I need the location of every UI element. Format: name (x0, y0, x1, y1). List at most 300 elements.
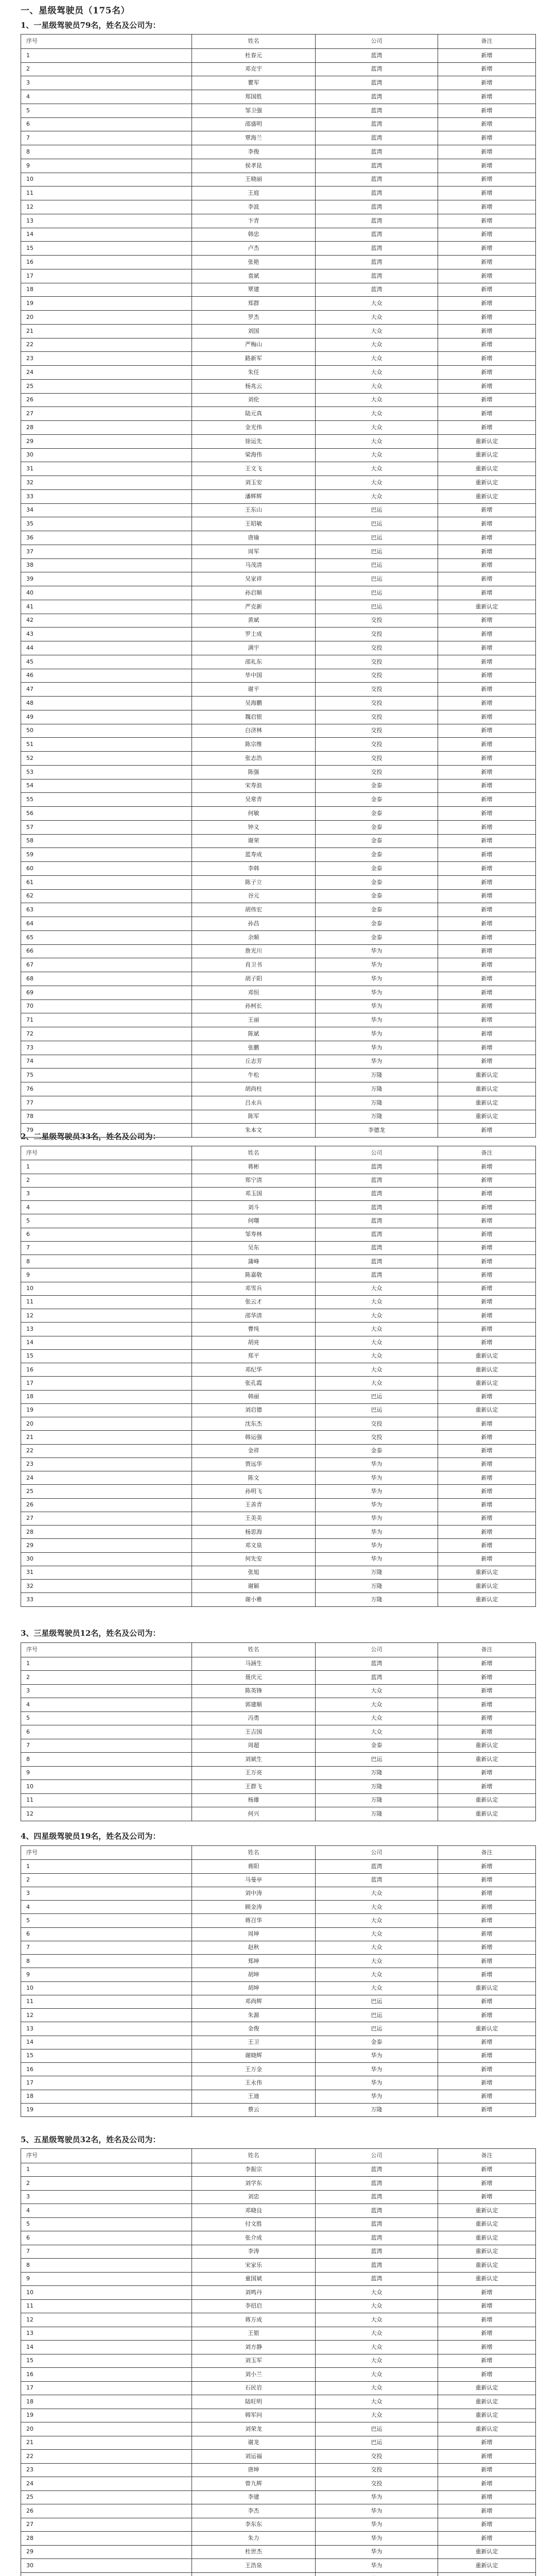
cell-company: 大众 (316, 1711, 438, 1725)
cell-seq: 7 (21, 131, 192, 145)
table-row (21, 1657, 536, 1671)
cell-company: 交投 (316, 1417, 438, 1431)
cell-note: 新增 (438, 1214, 536, 1228)
cell-note: 新增 (438, 1255, 536, 1268)
table-row (21, 1498, 536, 1512)
cell-note: 新增 (438, 76, 536, 90)
cell-seq: 12 (21, 2313, 192, 2327)
cell-note: 重新认定 (438, 2245, 536, 2259)
cell-note: 新增 (438, 1860, 536, 1873)
cell-seq: 21 (21, 1431, 192, 1444)
cell-company: 大众 (316, 1309, 438, 1323)
table-row (21, 1160, 536, 1174)
cell-company: 蓝湾 (316, 283, 438, 297)
table-row (21, 283, 536, 297)
cell-note: 重新认定 (438, 2204, 536, 2218)
cell-name: 李建 (192, 2490, 316, 2504)
table-row (21, 2341, 536, 2354)
cell-name: 王群飞 (192, 1780, 316, 1794)
column-header-note: 备注 (438, 35, 536, 49)
cell-note: 新增 (438, 2490, 536, 2504)
cell-seq: 8 (21, 2259, 192, 2273)
cell-company: 金泰 (316, 2036, 438, 2049)
cell-name: 孙启顺 (192, 586, 316, 600)
cell-name: 牛松 (192, 1069, 316, 1082)
cell-note: 新增 (438, 256, 536, 269)
table-row (21, 242, 536, 256)
cell-company: 万隆 (316, 1110, 438, 1124)
cell-note: 新增 (438, 1901, 536, 1914)
cell-note: 重新认定 (438, 2545, 536, 2559)
cell-seq: 5 (21, 1914, 192, 1927)
cell-note: 重新认定 (438, 1096, 536, 1110)
cell-company: 万隆 (316, 1566, 438, 1579)
cell-note: 新增 (438, 1471, 536, 1485)
cell-seq: 25 (21, 2490, 192, 2504)
cell-seq: 4 (21, 1201, 192, 1214)
table-row (21, 2049, 536, 2062)
cell-name: 刘方静 (192, 2341, 316, 2354)
cell-company: 大众 (316, 297, 438, 311)
cell-seq: 33 (21, 1593, 192, 1606)
cell-name: 吴家祥 (192, 572, 316, 586)
cell-note: 重新认定 (438, 1082, 536, 1096)
cell-name: 陈英锋 (192, 1684, 316, 1698)
cell-company: 交投 (316, 641, 438, 655)
table-row (21, 1041, 536, 1055)
cell-name: 邓尚辉 (192, 1995, 316, 2008)
cell-company: 大众 (316, 1887, 438, 1900)
table-row (21, 999, 536, 1013)
cell-seq: 28 (21, 421, 192, 435)
cell-seq: 22 (21, 2450, 192, 2464)
cell-note: 新增 (438, 669, 536, 683)
table-row (21, 697, 536, 710)
cell-name: 王东山 (192, 503, 316, 517)
cell-company: 大众 (316, 1725, 438, 1739)
cell-note: 重新认定 (438, 2395, 536, 2409)
cell-seq: 27 (21, 1512, 192, 1525)
cell-note: 重新认定 (438, 434, 536, 448)
cell-seq: 9 (21, 1968, 192, 1981)
table-row (21, 2286, 536, 2300)
cell-name: 马曼亭 (192, 1873, 316, 1887)
cell-note: 新增 (438, 297, 536, 311)
cell-name: 潘辉辉 (192, 489, 316, 503)
cell-note: 新增 (438, 2063, 536, 2076)
cell-seq: 26 (21, 2504, 192, 2518)
cell-seq: 2 (21, 62, 192, 76)
cell-seq: 4 (21, 90, 192, 104)
table-header-row (21, 1846, 536, 1860)
cell-company: 金泰 (316, 889, 438, 903)
cell-name: 沈东杰 (192, 1417, 316, 1431)
cell-name: 李杰 (192, 2504, 316, 2518)
cell-company: 大众 (316, 1377, 438, 1390)
cell-note: 重新认定 (438, 2217, 536, 2231)
table-row (21, 2103, 536, 2116)
cell-seq: 10 (21, 1780, 192, 1794)
section-title: 5、五星级驾驶员32名，姓名及公司为： (21, 2135, 161, 2144)
cell-seq: 5 (21, 1214, 192, 1228)
cell-name: 吕永兵 (192, 1096, 316, 1110)
cell-seq: 23 (21, 352, 192, 366)
cell-name: 何敏 (192, 807, 316, 821)
cell-name: 朱力 (192, 2532, 316, 2546)
cell-seq: 5 (21, 1711, 192, 1725)
table-row (21, 297, 536, 311)
cell-name: 刘玉安 (192, 476, 316, 490)
cell-seq: 29 (21, 2545, 192, 2559)
cell-note: 新增 (438, 1539, 536, 1552)
cell-note: 新增 (438, 807, 536, 821)
cell-company: 华为 (316, 1055, 438, 1069)
cell-note: 重新认定 (438, 2381, 536, 2395)
table-row (21, 848, 536, 862)
cell-note: 新增 (438, 2313, 536, 2327)
table-row (21, 1458, 536, 1471)
cell-seq: 7 (21, 1241, 192, 1255)
cell-name: 王浩泉 (192, 2559, 316, 2573)
table-row (21, 930, 536, 944)
cell-seq: 1 (21, 48, 192, 62)
cell-seq: 6 (21, 1228, 192, 1241)
cell-name: 金祥 (192, 1444, 316, 1458)
cell-seq: 8 (21, 1753, 192, 1767)
cell-seq: 2 (21, 1873, 192, 1887)
cell-name: 白济林 (192, 724, 316, 738)
cell-company: 大众 (316, 462, 438, 476)
cell-company: 巴运 (316, 572, 438, 586)
roster-table (21, 34, 536, 1138)
cell-name: 刘小兰 (192, 2368, 316, 2382)
table-row (21, 614, 536, 628)
cell-seq: 68 (21, 972, 192, 986)
cell-company: 大众 (316, 1955, 438, 1968)
cell-seq: 42 (21, 614, 192, 628)
cell-company: 蓝湾 (316, 200, 438, 214)
cell-company: 华为 (316, 2545, 438, 2559)
cell-name: 王晓丽 (192, 173, 316, 187)
cell-note: 新增 (438, 1955, 536, 1968)
table-row (21, 1807, 536, 1821)
cell-note: 重新认定 (438, 1566, 536, 1579)
table-row (21, 1780, 536, 1794)
table-row (21, 1793, 536, 1807)
column-header-company: 公司 (316, 1846, 438, 1860)
cell-company: 巴运 (316, 545, 438, 558)
cell-note: 新增 (438, 1995, 536, 2008)
cell-company: 蓝湾 (316, 2177, 438, 2191)
cell-note: 新增 (438, 765, 536, 779)
table-row (21, 1471, 536, 1485)
cell-name: 石民岩 (192, 2381, 316, 2395)
cell-company: 巴运 (316, 2422, 438, 2436)
cell-name: 马茂清 (192, 558, 316, 572)
cell-note: 新增 (438, 2177, 536, 2191)
cell-company: 华为 (316, 1552, 438, 1566)
cell-note: 新增 (438, 352, 536, 366)
cell-note: 新增 (438, 1766, 536, 1780)
cell-seq: 15 (21, 2354, 192, 2368)
table-row (21, 558, 536, 572)
cell-note: 新增 (438, 958, 536, 972)
cell-seq: 1 (21, 1657, 192, 1671)
table-row (21, 1363, 536, 1377)
table-row (21, 600, 536, 614)
table-row (21, 2532, 536, 2546)
cell-note: 新增 (438, 1725, 536, 1739)
cell-company: 大众 (316, 421, 438, 435)
cell-note: 新增 (438, 930, 536, 944)
cell-company: 蓝湾 (316, 269, 438, 283)
table-row (21, 1698, 536, 1712)
cell-company: 交投 (316, 669, 438, 683)
cell-note: 新增 (438, 1027, 536, 1041)
table-row (21, 1309, 536, 1323)
cell-note: 新增 (438, 131, 536, 145)
cell-company: 蓝湾 (316, 48, 438, 62)
table-row (21, 1593, 536, 1606)
column-header-name: 姓名 (192, 1643, 316, 1657)
cell-note: 重新认定 (438, 448, 536, 462)
cell-seq: 21 (21, 324, 192, 338)
cell-company: 交投 (316, 710, 438, 724)
cell-name: 陈斌 (192, 1027, 316, 1041)
table-row (21, 2259, 536, 2273)
table-row (21, 2422, 536, 2436)
table-row (21, 683, 536, 697)
cell-seq: 20 (21, 1417, 192, 1431)
cell-company: 蓝湾 (316, 2259, 438, 2273)
cell-seq: 39 (21, 572, 192, 586)
cell-note: 新增 (438, 1241, 536, 1255)
cell-note: 新增 (438, 1228, 536, 1241)
cell-seq: 5 (21, 104, 192, 117)
cell-name: 李涛 (192, 2245, 316, 2259)
table-row (21, 1684, 536, 1698)
cell-name: 王万金 (192, 2063, 316, 2076)
cell-company: 大众 (316, 1901, 438, 1914)
cell-company: 交投 (316, 2450, 438, 2464)
cell-note: 新增 (438, 972, 536, 986)
cell-name: 邓文泉 (192, 1539, 316, 1552)
cell-seq: 49 (21, 710, 192, 724)
cell-note: 新增 (438, 586, 536, 600)
cell-company: 大众 (316, 1968, 438, 1981)
cell-note: 新增 (438, 324, 536, 338)
cell-seq: 76 (21, 1082, 192, 1096)
cell-company: 蓝湾 (316, 2217, 438, 2231)
cell-seq: 18 (21, 2395, 192, 2409)
cell-note: 新增 (438, 379, 536, 393)
cell-company: 蓝湾 (316, 1160, 438, 1174)
cell-seq: 13 (21, 214, 192, 228)
column-header-name: 姓名 (192, 2149, 316, 2163)
cell-note: 新增 (438, 558, 536, 572)
cell-name: 胡伟宏 (192, 903, 316, 917)
cell-seq: 10 (21, 1981, 192, 1995)
table-row (21, 1485, 536, 1498)
table-row (21, 214, 536, 228)
cell-name: 何曙 (192, 1214, 316, 1228)
cell-name: 王吉国 (192, 1725, 316, 1739)
cell-seq: 77 (21, 1096, 192, 1110)
cell-name: 邓恒 (192, 986, 316, 999)
cell-seq: 31 (21, 462, 192, 476)
cell-name: 陈文 (192, 1471, 316, 1485)
cell-company: 蓝湾 (316, 1860, 438, 1873)
cell-seq: 24 (21, 1471, 192, 1485)
cell-company: 华为 (316, 1526, 438, 1539)
cell-note: 新增 (438, 572, 536, 586)
cell-note: 新增 (438, 1512, 536, 1525)
cell-note: 新增 (438, 145, 536, 159)
table-row (21, 228, 536, 242)
cell-note: 新增 (438, 1887, 536, 1900)
cell-company: 巴运 (316, 2009, 438, 2022)
cell-seq: 3 (21, 2190, 192, 2204)
cell-company: 大众 (316, 1282, 438, 1295)
table-header-row (21, 1643, 536, 1657)
cell-note: 新增 (438, 1498, 536, 1512)
table-row (21, 1295, 536, 1309)
cell-company: 蓝湾 (316, 187, 438, 200)
table-row (21, 311, 536, 325)
cell-seq: 15 (21, 1349, 192, 1363)
cell-company: 蓝湾 (316, 1201, 438, 1214)
cell-seq: 20 (21, 311, 192, 325)
cell-company: 华为 (316, 1013, 438, 1027)
table-row (21, 655, 536, 669)
cell-name: 毕中国 (192, 669, 316, 683)
cell-seq: 11 (21, 2299, 192, 2313)
column-header-name: 姓名 (192, 35, 316, 49)
table-row (21, 807, 536, 821)
cell-company: 华为 (316, 1512, 438, 1525)
cell-name: 韩军问 (192, 2409, 316, 2422)
cell-note: 新增 (438, 1309, 536, 1323)
cell-name: 吴常青 (192, 793, 316, 807)
cell-name: 罗士成 (192, 628, 316, 641)
cell-seq: 58 (21, 834, 192, 848)
cell-name: 邓晓良 (192, 2204, 316, 2218)
cell-company: 蓝湾 (316, 2163, 438, 2177)
cell-note: 新增 (438, 1013, 536, 1027)
cell-company: 蓝湾 (316, 2190, 438, 2204)
cell-seq: 36 (21, 531, 192, 545)
cell-name: 邹卫强 (192, 104, 316, 117)
table-row (21, 1390, 536, 1403)
cell-name: 邓纪华 (192, 1363, 316, 1377)
cell-company: 万隆 (316, 1593, 438, 1606)
cell-note: 新增 (438, 200, 536, 214)
cell-seq: 35 (21, 517, 192, 531)
cell-name: 刘鸣丹 (192, 2286, 316, 2300)
table-row (21, 2395, 536, 2409)
cell-company: 蓝湾 (316, 214, 438, 228)
cell-company: 蓝湾 (316, 1255, 438, 1268)
cell-company: 蓝湾 (316, 131, 438, 145)
column-header-company: 公司 (316, 35, 438, 49)
cell-name: 刘荣龙 (192, 2422, 316, 2436)
cell-name: 王永伟 (192, 2076, 316, 2090)
cell-name: 张志浩 (192, 752, 316, 766)
cell-seq: 55 (21, 793, 192, 807)
cell-seq: 32 (21, 476, 192, 490)
cell-seq: 26 (21, 1498, 192, 1512)
table-row (21, 2409, 536, 2422)
cell-note: 新增 (438, 1041, 536, 1055)
cell-company: 万隆 (316, 1069, 438, 1082)
cell-seq: 8 (21, 1255, 192, 1268)
cell-name: 严梅山 (192, 338, 316, 352)
cell-company: 交投 (316, 765, 438, 779)
cell-note: 新增 (438, 48, 536, 62)
cell-note: 重新认定 (438, 1377, 536, 1390)
cell-name: 王丽 (192, 1013, 316, 1027)
cell-company: 华为 (316, 1498, 438, 1512)
table-row (21, 1201, 536, 1214)
table-row (21, 2272, 536, 2286)
cell-company: 大众 (316, 379, 438, 393)
cell-name: 蒋彬 (192, 1160, 316, 1174)
cell-seq: 59 (21, 848, 192, 862)
cell-note: 新增 (438, 1417, 536, 1431)
table-row (21, 738, 536, 752)
cell-seq: 17 (21, 1377, 192, 1390)
cell-company: 大众 (316, 1927, 438, 1941)
cell-note: 新增 (438, 1187, 536, 1200)
cell-seq: 75 (21, 1069, 192, 1082)
cell-seq: 18 (21, 1390, 192, 1403)
cell-name: 唐坤 (192, 2463, 316, 2477)
table-row (21, 628, 536, 641)
table-row (21, 2368, 536, 2382)
cell-company: 蓝湾 (316, 256, 438, 269)
cell-name: 蔡云 (192, 2103, 316, 2116)
cell-company: 巴运 (316, 517, 438, 531)
cell-company: 大众 (316, 476, 438, 490)
table-row (21, 104, 536, 117)
column-header-company: 公司 (316, 1643, 438, 1657)
cell-name: 王迪 (192, 2090, 316, 2103)
cell-seq: 13 (21, 1323, 192, 1336)
cell-company: 华为 (316, 986, 438, 999)
cell-seq: 2 (21, 2177, 192, 2191)
table-row (21, 1417, 536, 1431)
table-row (21, 875, 536, 889)
cell-note: 新增 (438, 407, 536, 421)
cell-note: 新增 (438, 2163, 536, 2177)
column-header-name: 姓名 (192, 1146, 316, 1160)
cell-name: 王昭敏 (192, 517, 316, 531)
cell-seq: 78 (21, 1110, 192, 1124)
table-row (21, 2022, 536, 2036)
cell-company: 巴运 (316, 531, 438, 545)
table-row (21, 1013, 536, 1027)
cell-name: 瞿军 (192, 76, 316, 90)
cell-note: 重新认定 (438, 1753, 536, 1767)
cell-company: 华为 (316, 1027, 438, 1041)
cell-note: 新增 (438, 1444, 536, 1458)
table-row (21, 1282, 536, 1295)
table-row (21, 1349, 536, 1363)
cell-company: 蓝湾 (316, 1241, 438, 1255)
cell-company: 蓝湾 (316, 173, 438, 187)
cell-company: 华为 (316, 999, 438, 1013)
cell-name: 赵秋 (192, 1941, 316, 1954)
